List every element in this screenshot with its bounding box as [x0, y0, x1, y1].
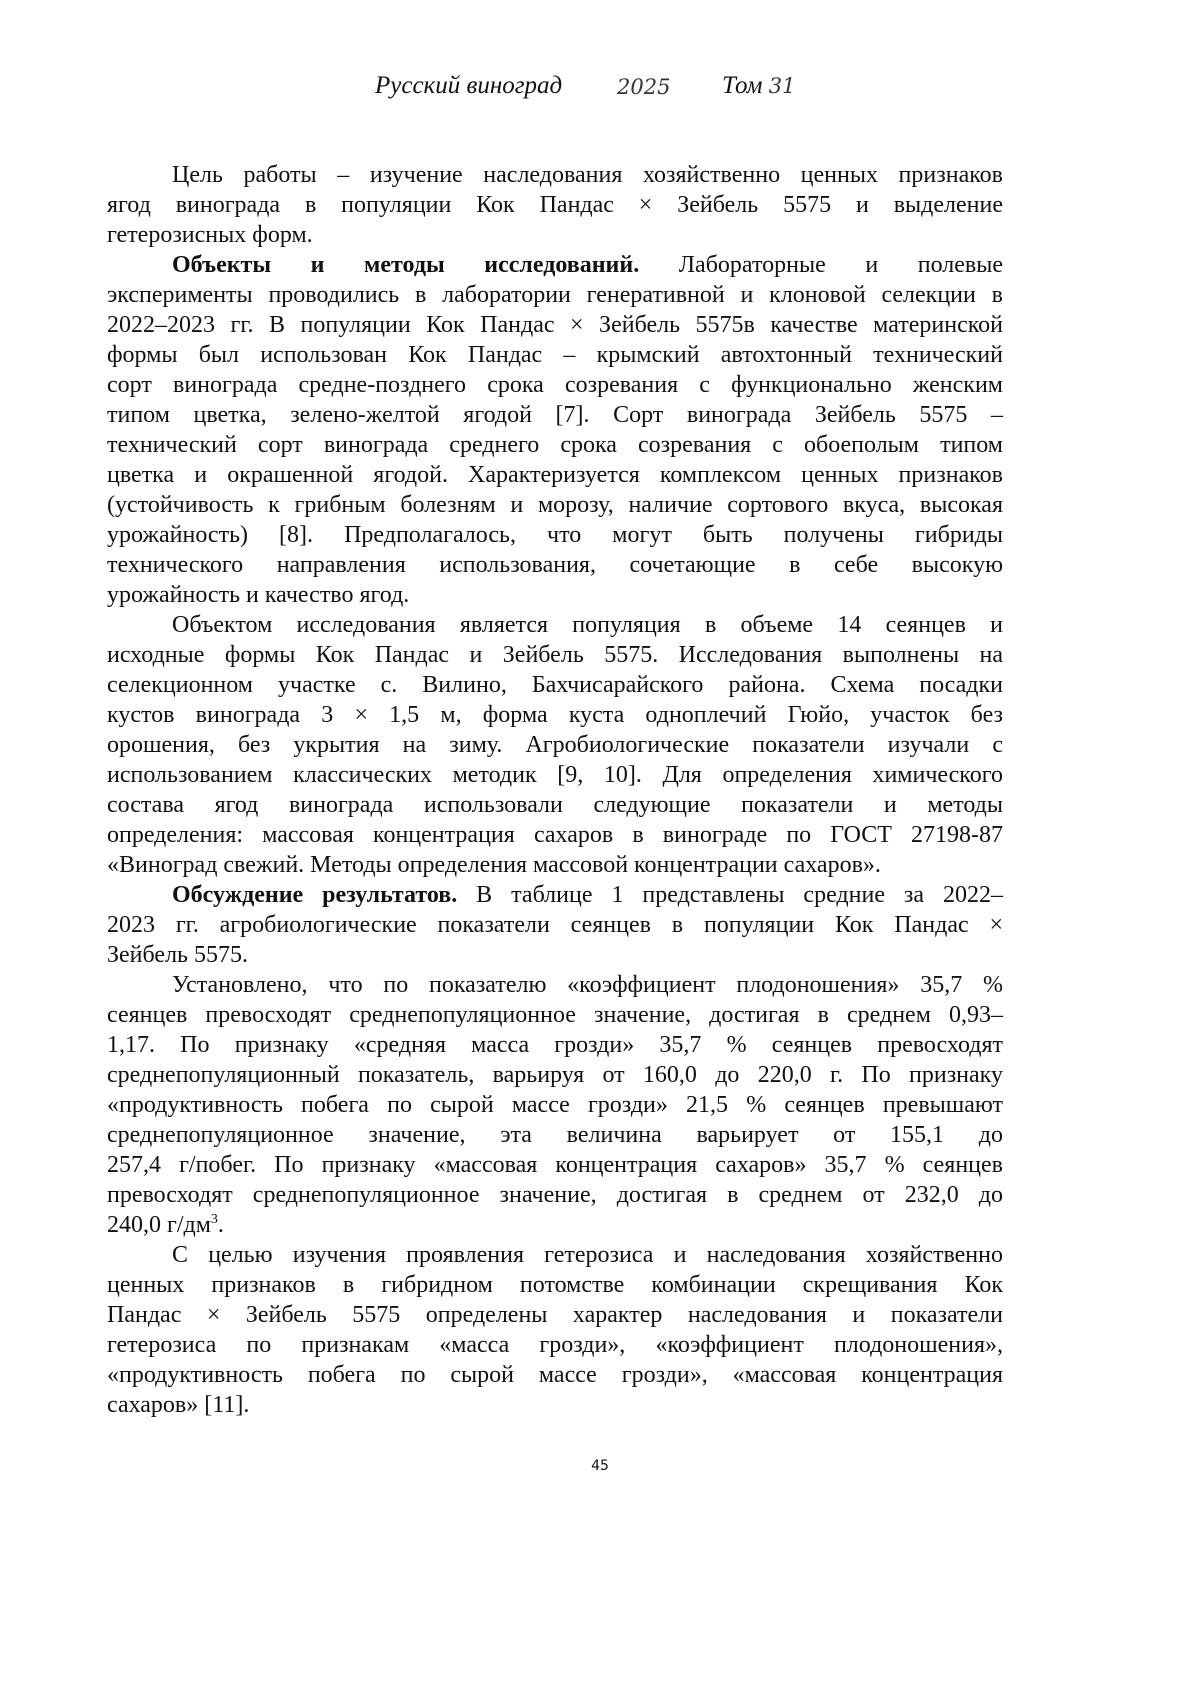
journal-volume: [722, 72, 796, 100]
text-line: [107, 940, 1003, 970]
paragraph: [107, 610, 1003, 880]
text-line: [107, 370, 1003, 400]
line-content: [172, 970, 1003, 1000]
line-content: [107, 340, 1003, 370]
line-content: [107, 820, 1003, 850]
line-content: [107, 940, 248, 970]
line-text: использованием классических методик [9, 10]. Для определения химического: [107, 762, 1003, 788]
text-line: [107, 220, 1003, 250]
line-text: среднепопуляционное значение, эта величина варьирует от 155,1 до: [107, 1122, 1003, 1148]
line-content: [172, 610, 1003, 640]
line-text: Объектом исследования является популяция в объеме 14 сеянцев и: [172, 612, 1004, 638]
text-line: [107, 1120, 1003, 1150]
line-text: типом цветка, зелено-желтой ягодой [7]. Сорт винограда Зейбель 5575 –: [107, 402, 1004, 428]
line-text: сеянцев превосходят среднепопуляционное значение, достигая в среднем 0,93–: [107, 1002, 1003, 1028]
line-content: [107, 850, 881, 880]
line-text: исходные формы Кок Пандас и Зейбель 5575. Исследования выполнены на: [107, 642, 1004, 668]
text-line: [107, 610, 1003, 640]
line-content: [107, 280, 1003, 310]
line-text: «продуктивность побега по сырой массе грозди» 21,5 % сеянцев превышают: [107, 1092, 1004, 1118]
line-text: Лабораторные и полевые: [639, 252, 1003, 278]
line-text: урожайность и качество ягод.: [107, 582, 410, 608]
line-text: кустов винограда 3 × 1,5 м, форма куста одноплечий Гюйо, участок без: [107, 702, 1003, 728]
line-content: [107, 520, 1003, 550]
text-line: [107, 310, 1003, 340]
line-content: [172, 1240, 1003, 1270]
line-content: [107, 1210, 224, 1240]
text-line: [107, 670, 1003, 700]
line-text: сахаров» [11].: [107, 1392, 250, 1418]
line-content: [107, 1000, 1003, 1030]
line-text: Зейбель 5575.: [107, 942, 248, 968]
paragraph: [107, 1240, 1003, 1420]
line-content: [107, 1390, 249, 1420]
line-content: [107, 460, 1003, 490]
article-body: [107, 160, 1003, 1420]
volume-number: 31: [768, 74, 796, 98]
line-text: ценных признаков в гибридном потомстве комбинации скрещивания Кок: [107, 1272, 1003, 1298]
text-line: [107, 190, 1003, 220]
line-text: Пандас × Зейбель 5575 определены характер наследования и показатели: [107, 1302, 1003, 1328]
line-text: превосходят среднепопуляционное значение, достигая в среднем от 232,0 до: [107, 1182, 1003, 1208]
line-text: «продуктивность побега по сырой массе грозди», «массовая концентрация: [107, 1362, 1003, 1388]
line-content: [107, 1090, 1003, 1120]
line-content: [107, 310, 1003, 340]
line-text: определения: массовая концентрация сахаров в винограде по ГОСТ 27198-87: [107, 822, 1004, 848]
text-line: [107, 1330, 1003, 1360]
line-content: [107, 190, 1003, 220]
line-content: [107, 1060, 1003, 1090]
journal-year: 2025: [617, 75, 671, 99]
text-line: [107, 910, 1003, 940]
running-header: [0, 66, 1200, 106]
line-text: 2022–2023 гг. В популяции Кок Пандас × Зейбель 5575в качестве материнской: [107, 312, 1004, 338]
page-number: 45: [591, 1458, 609, 1474]
line-text: технический сорт винограда среднего срока созревания с обоеполым типом: [107, 432, 1003, 458]
line-content: [107, 370, 1003, 400]
line-text: «Виноград свежий. Методы определения массовой концентрации сахаров».: [107, 852, 881, 878]
line-text: 2023 гг. агробиологические показатели сеянцев в популяции Кок Пандас ×: [107, 912, 1003, 938]
text-line: [107, 1360, 1003, 1390]
line-content: [107, 790, 1003, 820]
line-content: [107, 490, 1003, 520]
line-content: [107, 730, 1003, 760]
line-content: [107, 430, 1003, 460]
line-content: [107, 1120, 1003, 1150]
line-text-end: .: [217, 1212, 224, 1238]
line-text: С целью изучения проявления гетерозиса и наследования хозяйственно: [172, 1242, 1003, 1268]
line-text: эксперименты проводились в лаборатории генеративной и клоновой селекции в: [107, 282, 1003, 308]
text-line: [107, 1390, 1003, 1420]
text-line: [107, 790, 1003, 820]
line-text: 257,4 г/побег. По признаку «массовая концентрация сахаров» 35,7 % сеянцев: [107, 1152, 1003, 1178]
line-content: [172, 250, 1003, 280]
line-content: [107, 910, 1003, 940]
paragraph: [107, 880, 1003, 970]
line-content: [107, 1300, 1003, 1330]
line-text: формы был использован Кок Пандас – крымский автохтонный технический: [107, 342, 1003, 368]
line-text: среднепопуляционный показатель, варьируя от 160,0 до 220,0 г. По признаку: [107, 1062, 1003, 1088]
line-text: селекционном участке с. Вилино, Бахчисарайского района. Схема посадки: [107, 672, 1003, 698]
line-content: [107, 1030, 1003, 1060]
text-line: [107, 820, 1003, 850]
paragraph: [107, 160, 1003, 250]
line-content: [107, 760, 1003, 790]
line-text: гетерозиса по признакам «масса грозди», «коэффициент плодоношения»,: [107, 1332, 1003, 1358]
text-line: [107, 1090, 1003, 1120]
paragraph: [107, 250, 1003, 610]
line-content: [107, 1150, 1003, 1180]
text-line: [107, 1030, 1003, 1060]
text-line: [107, 550, 1003, 580]
line-content: [107, 1360, 1003, 1390]
text-line: [107, 1000, 1003, 1030]
line-content: [107, 580, 409, 610]
text-line: [107, 1240, 1003, 1270]
line-text: цветка и окрашенной ягодой. Характеризуется комплексом ценных признаков: [107, 462, 1003, 488]
text-line: [107, 730, 1003, 760]
line-content: [107, 670, 1003, 700]
text-line: [107, 970, 1003, 1000]
line-text: урожайность) [8]. Предполагалось, что могут быть получены гибриды: [107, 522, 1003, 548]
text-line: [107, 580, 1003, 610]
line-text: технического направления использования, сочетающие в себе высокую: [107, 552, 1004, 578]
text-line: [107, 760, 1003, 790]
line-text: (устойчивость к грибным болезням и морозу, наличие сортового вкуса, высокая: [107, 492, 1003, 518]
line-text: Цель работы – изучение наследования хозяйственно ценных признаков: [172, 162, 1003, 188]
line-text: гетерозисных форм.: [107, 222, 313, 248]
line-content: [107, 220, 313, 250]
text-line: [107, 1150, 1003, 1180]
text-line: [107, 700, 1003, 730]
text-line: [107, 640, 1003, 670]
text-line: [107, 520, 1003, 550]
text-line: [107, 250, 1003, 280]
line-content: [107, 550, 1003, 580]
text-line: [107, 400, 1003, 430]
line-content: [172, 160, 1003, 190]
text-line: [107, 1300, 1003, 1330]
section-heading: Обсуждение результатов.: [172, 882, 458, 908]
line-content: [107, 1180, 1003, 1210]
text-line: [107, 1270, 1003, 1300]
line-text: орошения, без укрытия на зиму. Агробиологические показатели изучали с: [107, 732, 1003, 758]
line-text: 240,0 г/дм: [107, 1212, 211, 1238]
line-content: [107, 640, 1003, 670]
text-line: [107, 1060, 1003, 1090]
text-line: [107, 880, 1003, 910]
line-text: 1,17. По признаку «средняя масса грозди» 35,7 % сеянцев превосходят: [107, 1032, 1003, 1058]
text-line: [107, 340, 1003, 370]
superscript: 3: [210, 1212, 218, 1227]
line-text: Установлено, что по показателю «коэффициент плодоношения» 35,7 %: [172, 972, 1003, 998]
line-text: состава ягод винограда использовали следующие показатели и методы: [107, 792, 1003, 818]
text-line: [107, 430, 1003, 460]
line-content: [107, 700, 1003, 730]
volume-label: Том: [722, 72, 763, 99]
text-line: [107, 1210, 1003, 1240]
line-content: [172, 880, 1003, 910]
text-line: [107, 280, 1003, 310]
journal-title: Русский виноград: [375, 72, 563, 99]
line-text: В таблице 1 представлены средние за 2022–: [457, 882, 1003, 908]
line-content: [107, 1330, 1003, 1360]
line-content: [107, 1270, 1003, 1300]
paragraph: [107, 970, 1003, 1240]
text-line: [107, 460, 1003, 490]
section-heading: Объекты и методы исследований.: [172, 252, 640, 278]
text-line: [107, 1180, 1003, 1210]
text-line: [107, 850, 1003, 880]
line-content: [107, 400, 1003, 430]
line-text: ягод винограда в популяции Кок Пандас × Зейбель 5575 и выделение: [107, 192, 1003, 218]
text-line: [107, 490, 1003, 520]
line-text: сорт винограда средне-позднего срока созревания с функционально женским: [107, 372, 1003, 398]
text-line: [107, 160, 1003, 190]
